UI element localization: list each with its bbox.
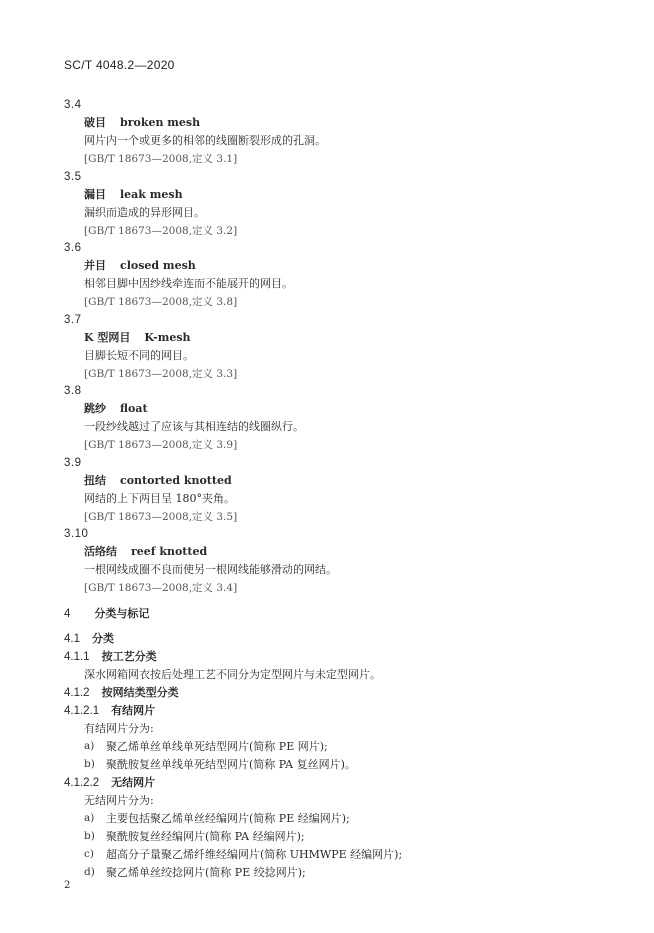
term-number: 3.6 (64, 242, 82, 254)
list-item-marker: c) (84, 848, 94, 860)
paragraph: 深水网箱网衣按后处理工艺不同分为定型网片与未定型网片。 (84, 668, 381, 681)
section-title: 分类与标记 (94, 607, 150, 620)
term-definition: 一段纱线越过了应该与其相连结的线圈纵行。 (84, 420, 304, 433)
list-item: 聚酰胺复丝经编网片(简称 PA 经编网片); (106, 830, 305, 843)
term-source: [GB/T 18673—2008,定义 3.9] (84, 439, 238, 451)
term-definition: 目脚长短不同的网目。 (84, 349, 194, 362)
term-en: reef knotted (131, 545, 208, 558)
term-title (84, 188, 183, 202)
term-source: [GB/T 18673—2008,定义 3.2] (84, 225, 238, 237)
subsection-title: 分类 (92, 632, 114, 645)
term-en: closed mesh (120, 259, 196, 272)
term-zh: 跳纱 (84, 402, 106, 415)
term-source: [GB/T 18673—2008,定义 3.8] (84, 296, 238, 308)
section-number: 4 (64, 608, 71, 620)
subsection-title: 按网结类型分类 (101, 686, 179, 699)
list-item-marker: a) (84, 740, 95, 752)
term-title (84, 331, 191, 345)
term-zh: 扭结 (84, 474, 106, 487)
term-zh: 漏目 (84, 188, 106, 201)
term-en: K-mesh (144, 331, 191, 344)
list-item-marker: b) (84, 758, 95, 770)
term-number: 3.8 (64, 385, 82, 397)
term-number: 3.7 (64, 314, 82, 326)
term-source: [GB/T 18673—2008,定义 3.5] (84, 511, 238, 523)
term-definition: 相邻目脚中因纱线牵连而不能展开的网目。 (84, 277, 293, 290)
term-number: 3.4 (64, 99, 82, 111)
list-item: 主要包括聚乙烯单丝经编网片(简称 PE 经编网片); (106, 812, 350, 825)
subsection-heading (64, 776, 155, 790)
subsection-number: 4.1 (64, 633, 80, 645)
term-en: broken mesh (120, 116, 201, 129)
term-source: [GB/T 18673—2008,定义 3.4] (84, 582, 238, 594)
subsection-heading (64, 686, 179, 700)
term-zh: 并目 (84, 259, 106, 272)
term-definition: 漏织而造成的异形网目。 (84, 206, 205, 219)
term-number: 3.5 (64, 171, 82, 183)
term-definition: 网片内一个或更多的相邻的线圈断裂形成的孔洞。 (84, 134, 326, 147)
subsection-heading (64, 650, 157, 664)
term-source: [GB/T 18673—2008,定义 3.3] (84, 368, 238, 380)
term-zh: 破目 (84, 116, 106, 129)
list-item: 聚乙烯单丝单线单死结型网片(简称 PE 网片); (106, 740, 328, 753)
subsection-number: 4.1.1 (64, 651, 90, 663)
term-number: 3.9 (64, 457, 82, 469)
subsection-title: 按工艺分类 (101, 650, 157, 663)
subsection-number: 4.1.2.1 (64, 705, 100, 717)
term-zh: K 型网目 (84, 331, 131, 344)
term-source: [GB/T 18673—2008,定义 3.1] (84, 153, 238, 165)
list-item: 超高分子量聚乙烯纤维经编网片(简称 UHMWPE 经编网片); (106, 848, 403, 861)
term-en: contorted knotted (120, 474, 232, 487)
term-title (84, 116, 200, 130)
subsection-number: 4.1.2 (64, 687, 90, 699)
term-title (84, 259, 196, 273)
term-definition: 网结的上下两目呈 180°夹角。 (84, 492, 235, 505)
list-item-marker: a) (84, 812, 95, 824)
term-title (84, 402, 148, 416)
list-item-marker: b) (84, 830, 95, 842)
list-item: 聚乙烯单丝绞捻网片(简称 PE 绞捻网片); (106, 866, 306, 879)
standard-code-header: SC/T 4048.2—2020 (64, 58, 175, 72)
term-number: 3.10 (64, 528, 89, 540)
list-intro: 无结网片分为: (84, 794, 154, 807)
section-heading (64, 607, 149, 621)
term-title (84, 545, 207, 559)
list-item-marker: d) (84, 866, 95, 878)
term-title (84, 474, 232, 488)
list-intro: 有结网片分为: (84, 722, 154, 735)
term-definition: 一根网线成圈不良而使另一根网线能够滑动的网结。 (84, 563, 337, 576)
list-item: 聚酰胺复丝单线单死结型网片(简称 PA 复丝网片)。 (106, 758, 356, 771)
subsection-title: 有结网片 (111, 704, 156, 717)
subsection-number: 4.1.2.2 (64, 777, 100, 789)
subsection-heading (64, 704, 155, 718)
page-number: 2 (64, 880, 71, 891)
term-en: leak mesh (120, 188, 183, 201)
subsection-heading (64, 632, 114, 646)
term-zh: 活络结 (84, 545, 117, 558)
term-en: float (120, 402, 148, 415)
subsection-title: 无结网片 (111, 776, 156, 789)
